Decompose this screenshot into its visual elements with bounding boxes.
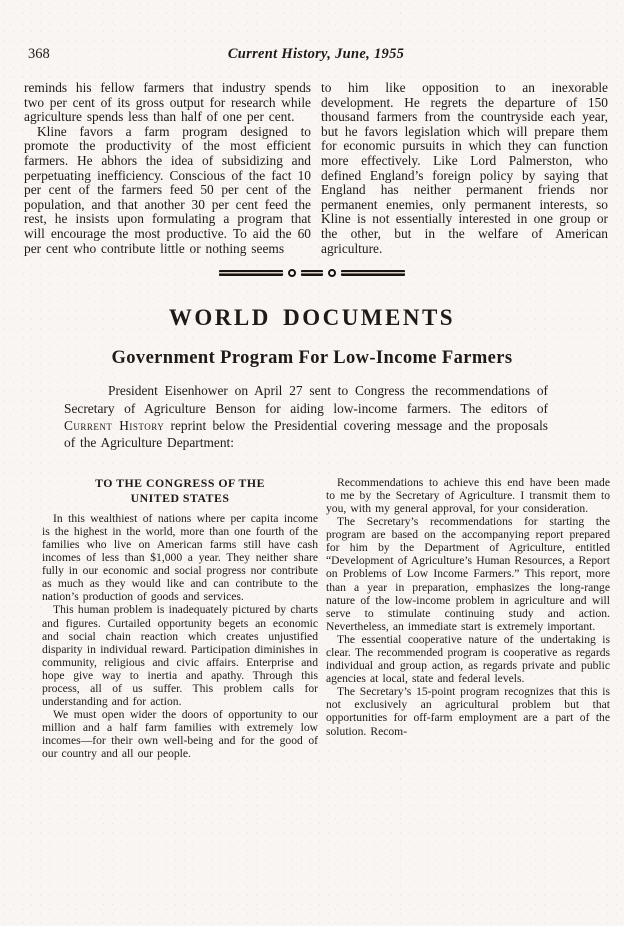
intro-text-post: reprint below the Presidential covering message and the proposals of the Agriculture Department: (64, 417, 548, 451)
document-left-paragraph-1: In this wealthiest of nations where per capita income is the highest in the world, more than one fourth of the families who live on American farms still have cash incomes of less than $1,000 a year. They neither share fully in our economic and social progress nor contribute as much as they would like and can contribute to the nation’s production of goods and services. (42, 511, 318, 604)
section-title: WORLD DOCUMENTS (168, 305, 456, 331)
article-title: Government Program For Low-Income Farmers (111, 348, 513, 369)
document-right-paragraph-4: The Secretary’s 15-point program recognizes that this is not exclusively an agricultural problem but that opportunities for off-farm employment are a part of the solution. Recom- (326, 685, 610, 738)
document-right-paragraph-3: The essential cooperative nature of the undertaking is clear. The recommended program is cooperative as regards individual and group action, as regards private and public agencies at local, state and federal levels. (326, 632, 610, 686)
top-article-columns (0, 64, 624, 256)
salutation-line-2: UNITED STATES (130, 490, 230, 505)
running-head (24, 46, 608, 64)
top-left-column (24, 81, 311, 256)
ornament-bar-center (301, 270, 323, 276)
ornament-bar-right (341, 270, 405, 276)
salutation-line-1: TO THE CONGRESS OF THE (95, 475, 265, 490)
congress-salutation (42, 476, 318, 506)
top-left-paragraph-1: reminds his fellow farmers that industry spends two per cent of its gross output for research while agriculture spends less than half of one per cent. (24, 80, 311, 125)
document-left-paragraph-2: This human problem is inadequately pictured by charts and figures. Curtailed opportunity begets an economic and social chain reaction which creates unjustified disparity in individual reward. Participation diminishes in community, religious and civic affairs. Enterprise and hope give way to inertia and apathy. Through this process, all of us suffer. This problem calls for understanding and for action. (42, 603, 318, 709)
top-right-paragraph-1: to him like opposition to an inexorable development. He regrets the departure of 150 thousand farmers from the countryside each year, but he favors legislation which will prepare them for economic pursuits in which they can function more effectively. Like Lord Palmerston, who defined England’s foreign policy by saying that England has neither permanent friends nor permanent enemies, only permanent interests, so Kline is not essentially interested in one group or the other, but in the welfare of American agriculture. (321, 80, 608, 256)
ornament-ring-left (288, 269, 296, 277)
document-left-paragraph-3: We must open wider the doors of opportunity to our million and a half farm families with extremely low incomes—for their own well-being and for the good of our country and all our people. (42, 708, 318, 761)
document-right-paragraph-2: The Secretary’s recommendations for starting the program are based on the accompanying report prepared for him by the Department of Agriculture, entitled “Development of Agriculture’s Human Resources, a Report on Problems of Low Income Farmers.” This report, more than a year in preparation, emphasizes the long-range nature of the low-income problem in agriculture and will serve to stimulate continuing study and action. Nevertheless, an immediate start is extremely important. (326, 515, 610, 633)
running-title: Current History, June, 1955 (227, 46, 405, 62)
section-divider-ornament (219, 269, 405, 277)
ornament-bar-left (219, 270, 283, 276)
document-columns (0, 452, 624, 761)
top-right-column (321, 81, 608, 256)
intro-text-pre: President Eisenhower on April 27 sent to Congress the recommendations of Secretary of Agriculture Benson for aiding low-income farmers. The editors of (64, 383, 548, 416)
document-right-column (326, 476, 610, 761)
page-number: 368 (28, 46, 50, 62)
top-left-paragraph-2: Kline favors a farm program designed to promote the productivity of the most efficient farmers. He abhors the idea of subsidizing and perpetuating inefficiency. Conscious of the fact 10 per cent of the farmers feed 50 per cent of the population, and that another 30 per cent feed the rest, he insists upon formulating a program that will encourage the most productive. To aid the 60 per cent who contribute little or nothing seems (24, 123, 311, 256)
editorial-intro-paragraph (64, 382, 548, 452)
document-right-paragraph-1: Recommendations to achieve this end have been made to me by the Secretary of Agriculture. I transmit them to you, with my general approval, for your consideration. (326, 475, 610, 515)
journal-name: Current History (64, 417, 165, 433)
document-left-column (42, 476, 318, 761)
ornament-ring-right (328, 269, 336, 277)
